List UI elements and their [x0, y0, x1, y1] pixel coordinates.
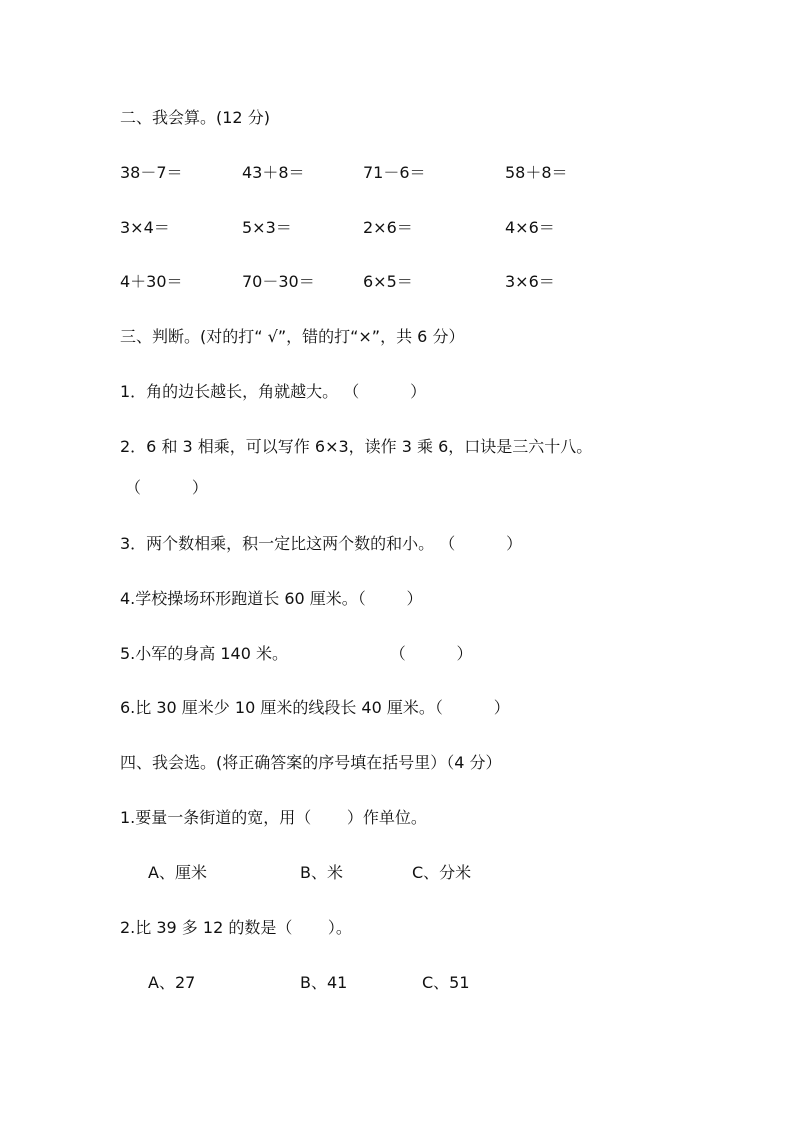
q2-option-c: C、51	[422, 973, 470, 992]
section2-title: 二、我会算。(12 分)	[120, 108, 270, 127]
judge-item-1: 1．角的边长越长，角就越大。 （ ）	[120, 382, 427, 401]
choice-question-2: 2.比 39 多 12 的数是（ ）。	[120, 918, 352, 937]
judge-item-5: 5.小军的身高 140 米。 （ ）	[120, 644, 473, 663]
q2-option-a: A、27	[148, 973, 196, 992]
judge-item-2: 2．6 和 3 相乘，可以写作 6×3，读作 3 乘 6，口诀是三六十八。	[120, 437, 593, 456]
section4-title: 四、我会选。(将正确答案的序号填在括号里）（4 分）	[120, 753, 502, 772]
calc-r2-c3: 2×6＝	[363, 218, 413, 237]
calc-r3-c3: 6×5＝	[363, 272, 413, 291]
calc-r2-c4: 4×6＝	[505, 218, 555, 237]
calc-r3-c4: 3×6＝	[505, 272, 555, 291]
judge-item-3: 3．两个数相乘，积一定比这两个数的和小。 （ ）	[120, 534, 523, 553]
q2-option-b: B、41	[300, 973, 348, 992]
calc-r3-c2: 70－30＝	[242, 272, 315, 291]
q1-option-b: B、米	[300, 863, 343, 882]
judge-item-4: 4.学校操场环形跑道长 60 厘米。（ ）	[120, 589, 423, 608]
calc-r2-c1: 3×4＝	[120, 218, 170, 237]
judge-item-6: 6.比 30 厘米少 10 厘米的线段长 40 厘米。（ ）	[120, 698, 510, 717]
calc-r1-c2: 43＋8＝	[242, 163, 305, 182]
calc-r1-c1: 38－7＝	[120, 163, 183, 182]
calc-r3-c1: 4＋30＝	[120, 272, 183, 291]
calc-r1-c3: 71－6＝	[363, 163, 426, 182]
q1-option-a: A、厘米	[148, 863, 207, 882]
judge-item-2-answer: （ ）	[125, 478, 208, 497]
choice-question-1: 1.要量一条街道的宽，用（ ）作单位。	[120, 808, 427, 827]
calc-r1-c4: 58＋8＝	[505, 163, 568, 182]
calc-r2-c2: 5×3＝	[242, 218, 292, 237]
q1-option-c: C、分米	[412, 863, 472, 882]
section3-title: 三、判断。(对的打“ √”，错的打“×”，共 6 分）	[120, 327, 465, 346]
